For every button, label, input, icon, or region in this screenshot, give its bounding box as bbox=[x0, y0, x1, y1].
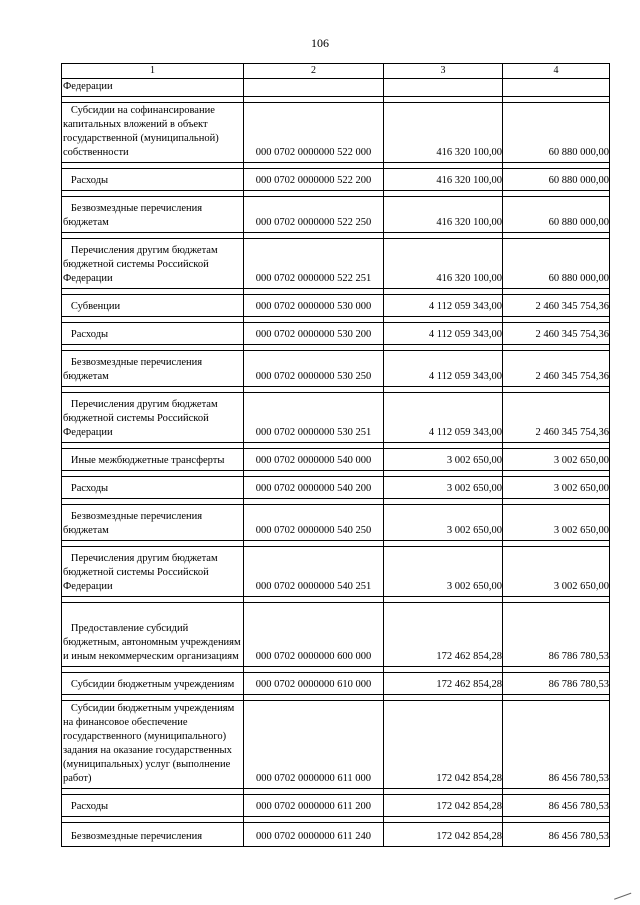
code-cell: 000 0702 0000000 611 000 bbox=[244, 701, 384, 789]
value-col3-cell: 4 112 059 343,00 bbox=[384, 351, 503, 387]
table-row bbox=[62, 323, 610, 345]
column-header-1: 1 bbox=[62, 64, 244, 79]
table-row bbox=[62, 673, 610, 695]
code-cell: 000 0702 0000000 530 000 bbox=[244, 295, 384, 317]
value-col3-cell: 3 002 650,00 bbox=[384, 547, 503, 597]
name-cell: Субвенции bbox=[62, 295, 244, 317]
value-col3-cell: 172 462 854,28 bbox=[384, 673, 503, 695]
value-col4-cell: 3 002 650,00 bbox=[503, 477, 610, 499]
value-col3-cell bbox=[384, 79, 503, 97]
value-col4-cell: 2 460 345 754,36 bbox=[503, 323, 610, 345]
column-header-2: 2 bbox=[244, 64, 384, 79]
table-row bbox=[62, 393, 610, 443]
name-cell: Субсидии бюджетным учреждениям bbox=[62, 673, 244, 695]
table-row bbox=[62, 351, 610, 387]
value-col3-cell: 3 002 650,00 bbox=[384, 505, 503, 541]
name-cell: Субсидии бюджетным учреждениям на финансовое обеспечение государственного (муниципального) задания на оказание государственных (муниципальных) услуг (выполнение работ) bbox=[62, 701, 244, 789]
name-cell: Предоставление субсидий бюджетным, автономным учреждениям и иным некоммерческим организациям bbox=[62, 603, 244, 667]
value-col4-cell: 2 460 345 754,36 bbox=[503, 351, 610, 387]
table-row bbox=[62, 795, 610, 817]
code-cell: 000 0702 0000000 522 000 bbox=[244, 103, 384, 163]
code-cell: 000 0702 0000000 522 200 bbox=[244, 169, 384, 191]
value-col3-cell: 416 320 100,00 bbox=[384, 197, 503, 233]
budget-table bbox=[61, 63, 610, 847]
name-cell: Безвозмездные перечисления бюджетам bbox=[62, 351, 244, 387]
value-col4-cell: 3 002 650,00 bbox=[503, 449, 610, 471]
code-cell: 000 0702 0000000 540 000 bbox=[244, 449, 384, 471]
value-col3-cell: 172 042 854,28 bbox=[384, 823, 503, 847]
value-col3-cell: 416 320 100,00 bbox=[384, 103, 503, 163]
page-number: 106 bbox=[311, 36, 329, 50]
code-cell: 000 0702 0000000 530 250 bbox=[244, 351, 384, 387]
value-col4-cell: 3 002 650,00 bbox=[503, 505, 610, 541]
value-col4-cell: 2 460 345 754,36 bbox=[503, 295, 610, 317]
code-cell: 000 0702 0000000 530 200 bbox=[244, 323, 384, 345]
value-col3-cell: 4 112 059 343,00 bbox=[384, 393, 503, 443]
name-cell: Расходы bbox=[62, 169, 244, 191]
code-cell: 000 0702 0000000 610 000 bbox=[244, 673, 384, 695]
value-col3-cell: 172 462 854,28 bbox=[384, 603, 503, 667]
code-cell: 000 0702 0000000 600 000 bbox=[244, 603, 384, 667]
table-row bbox=[62, 547, 610, 597]
name-cell: Федерации bbox=[62, 79, 244, 97]
code-cell: 000 0702 0000000 540 251 bbox=[244, 547, 384, 597]
code-cell: 000 0702 0000000 540 250 bbox=[244, 505, 384, 541]
value-col3-cell: 172 042 854,28 bbox=[384, 701, 503, 789]
name-cell: Расходы bbox=[62, 323, 244, 345]
value-col3-cell: 4 112 059 343,00 bbox=[384, 323, 503, 345]
name-cell: Расходы bbox=[62, 795, 244, 817]
table-row bbox=[62, 79, 610, 97]
value-col4-cell: 86 786 780,53 bbox=[503, 603, 610, 667]
value-col4-cell: 60 880 000,00 bbox=[503, 169, 610, 191]
name-cell: Перечисления другим бюджетам бюджетной системы Российской Федерации bbox=[62, 547, 244, 597]
value-col4-cell: 2 460 345 754,36 bbox=[503, 393, 610, 443]
header-row bbox=[62, 64, 610, 79]
value-col4-cell: 86 456 780,53 bbox=[503, 701, 610, 789]
budget-table-body bbox=[62, 64, 610, 847]
value-col3-cell: 3 002 650,00 bbox=[384, 449, 503, 471]
value-col4-cell: 86 456 780,53 bbox=[503, 823, 610, 847]
table-row bbox=[62, 477, 610, 499]
table-row bbox=[62, 103, 610, 163]
value-col3-cell: 172 042 854,28 bbox=[384, 795, 503, 817]
table-row bbox=[62, 197, 610, 233]
name-cell: Безвозмездные перечисления бюджетам bbox=[62, 505, 244, 541]
name-cell: Безвозмездные перечисления бюджетам bbox=[62, 197, 244, 233]
name-cell: Перечисления другим бюджетам бюджетной системы Российской Федерации bbox=[62, 239, 244, 289]
code-cell: 000 0702 0000000 611 240 bbox=[244, 823, 384, 847]
value-col3-cell: 416 320 100,00 bbox=[384, 169, 503, 191]
column-header-3: 3 bbox=[384, 64, 503, 79]
code-cell bbox=[244, 79, 384, 97]
value-col4-cell: 86 456 780,53 bbox=[503, 795, 610, 817]
name-cell: Перечисления другим бюджетам бюджетной системы Российской Федерации bbox=[62, 393, 244, 443]
value-col4-cell: 60 880 000,00 bbox=[503, 197, 610, 233]
code-cell: 000 0702 0000000 522 250 bbox=[244, 197, 384, 233]
code-cell: 000 0702 0000000 611 200 bbox=[244, 795, 384, 817]
value-col3-cell: 3 002 650,00 bbox=[384, 477, 503, 499]
name-cell: Расходы bbox=[62, 477, 244, 499]
code-cell: 000 0702 0000000 530 251 bbox=[244, 393, 384, 443]
value-col4-cell: 60 880 000,00 bbox=[503, 239, 610, 289]
table-row bbox=[62, 505, 610, 541]
table-row bbox=[62, 295, 610, 317]
table-row bbox=[62, 169, 610, 191]
table-row bbox=[62, 449, 610, 471]
value-col4-cell: 3 002 650,00 bbox=[503, 547, 610, 597]
value-col3-cell: 4 112 059 343,00 bbox=[384, 295, 503, 317]
code-cell: 000 0702 0000000 522 251 bbox=[244, 239, 384, 289]
table-row bbox=[62, 823, 610, 847]
value-col4-cell: 60 880 000,00 bbox=[503, 103, 610, 163]
table-row bbox=[62, 701, 610, 789]
name-cell: Безвозмездные перечисления bbox=[62, 823, 244, 847]
scan-mark bbox=[611, 883, 632, 899]
code-cell: 000 0702 0000000 540 200 bbox=[244, 477, 384, 499]
column-header-4: 4 bbox=[503, 64, 610, 79]
name-cell: Иные межбюджетные трансферты bbox=[62, 449, 244, 471]
name-cell: Субсидии на софинансирование капитальных вложений в объект государственной (муниципальной) собственности bbox=[62, 103, 244, 163]
value-col4-cell: 86 786 780,53 bbox=[503, 673, 610, 695]
table-row bbox=[62, 239, 610, 289]
table-row bbox=[62, 603, 610, 667]
value-col3-cell: 416 320 100,00 bbox=[384, 239, 503, 289]
value-col4-cell bbox=[503, 79, 610, 97]
